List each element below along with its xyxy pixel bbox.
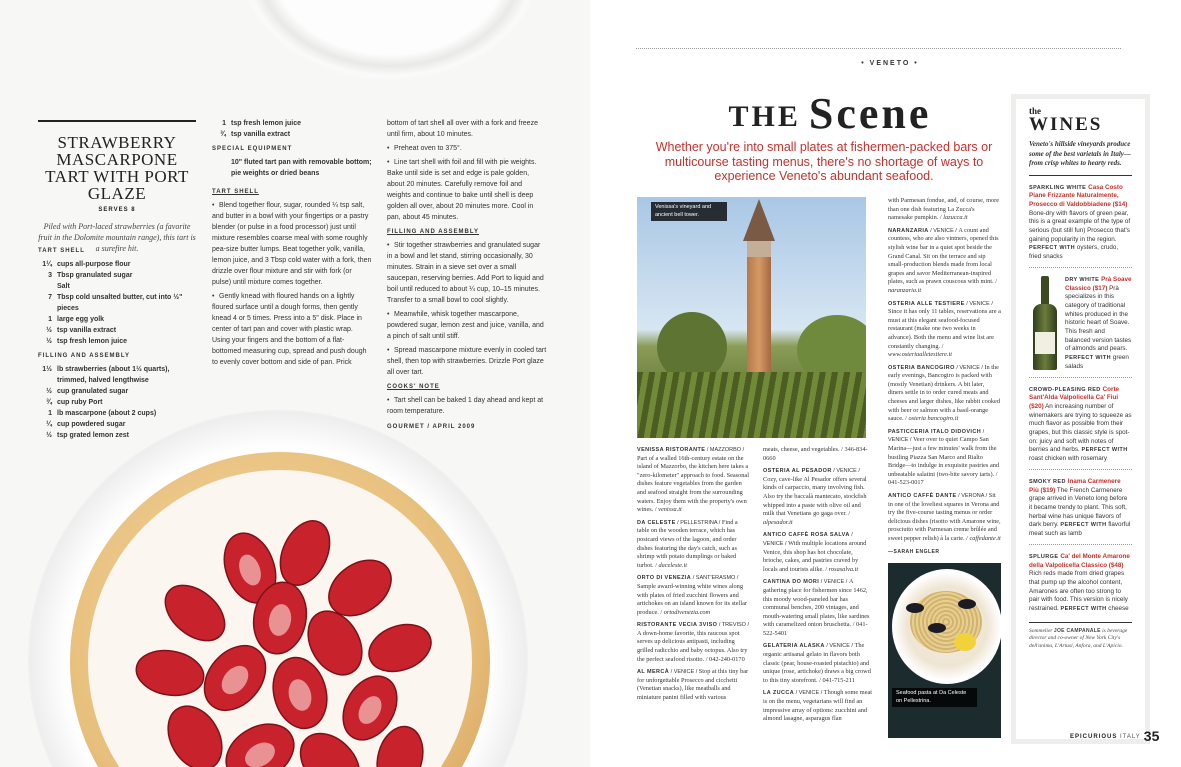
wine-type: SPARKLING WHITE (1029, 184, 1089, 191)
wine-pairing: flavorful meat such as lamb (1029, 521, 1131, 538)
ingredient-quantity: 1¼ (42, 261, 52, 268)
scene-title (695, 88, 965, 139)
listing-location: / VENICE / (831, 468, 860, 475)
bottle-label (1035, 332, 1055, 354)
wine-list (1029, 184, 1132, 614)
method-step-text: Blend together flour, sugar, rounded ¼ tsp salt, and butter in a bowl with your fingertips or a pastry blender (or pulse in a food processor) just until mixture resembles coarse meal with some roughly pea-size butter lumps. Beat together yolk, vanilla, lemon juice, and 3 Tbsp cold water with a fork, then drizzle over flour mixture and stir with fork (or pulse) until mixture comes together. (212, 202, 372, 286)
filling-steps-heading: FILLING AND ASSEMBLY (387, 229, 480, 235)
listing-location: / VENICE / (819, 579, 849, 586)
bullet-icon: • (387, 242, 390, 249)
listing-name: LA ZUCCA (763, 690, 795, 697)
ingredient-row (38, 270, 198, 281)
ingredient-row (38, 281, 198, 292)
bell-tower (747, 237, 771, 387)
wine-name: Ca' del Monte Amarone della Valpolicella Classico ($48) (1029, 552, 1130, 569)
listing-entry (888, 428, 1001, 488)
cooks-note-heading: COOKS' NOTE (387, 384, 440, 390)
wine-name: Prà Soave Classico ($17) (1065, 275, 1132, 292)
wine-pairing: roast chicken with rosemary (1029, 455, 1108, 463)
listing-name: GELATERIA ALASKA (763, 643, 825, 650)
listing-url: alpesador.it (763, 518, 793, 526)
more-ingredients (212, 118, 372, 140)
listing-entry (763, 642, 873, 685)
method-step-text: Gently knead with floured hands on a lightly floured surface until a dough forms, then gently knead 4 or 5 times. Press into a 5" disk. Place in center of tart pan and cover with plastic wrap. Using your fingers and the bottom of a flat-bottomed measuring cup, spread and push dough to evenly cover bottom and side of pan. Prick (212, 293, 367, 366)
photo-caption: Venissa's vineyard and ancient bell tower. (651, 202, 727, 221)
wine-pairing-label: PERFECT WITH (1060, 522, 1107, 529)
wine-pairing-label: PERFECT WITH (1060, 606, 1107, 613)
filling-steps (387, 240, 547, 378)
ingredient-text: tsp fresh lemon juice (231, 120, 302, 127)
tart-shell-ingredients (38, 259, 198, 347)
ingredient-row (212, 118, 372, 129)
ingredients-column (38, 242, 198, 441)
bullet-icon: • (387, 145, 390, 152)
listing-name: ANTICO CAFFÈ ROSA SALVA (763, 532, 850, 539)
wines-sidebar (1016, 99, 1145, 739)
method-column-2 (387, 118, 547, 433)
article-author: —SARAH ENGLER (888, 548, 940, 555)
ingredient-text: lb strawberries (about 1½ quarts), trimmed, halved lengthwise (57, 366, 170, 384)
filling-heading: FILLING AND ASSEMBLY (38, 353, 131, 359)
ingredient-text: cup powdered sugar (57, 421, 126, 428)
wine-description: Bone-dry with flavors of green pear, this is a great example of the type of serious (but still fun) Prosecco that's gaining popularity in the region. (1029, 209, 1131, 243)
cooks-note: • Tart shell can be baked 1 day ahead and kept at room temperature. (387, 397, 544, 415)
listing-body: Sit in one of the loveliest squares in Verona and try the five-course tasting menus or order delicious dishes (risotto with Amarone wine, prosciutto with Parmesan creme brûlée and sweet pepper relish) à la carte. / (888, 492, 1001, 542)
listing-entry (763, 689, 873, 723)
listing-name: OSTERIA ALLE TESTIERE (888, 300, 965, 307)
method-step (387, 157, 547, 223)
listing-body: Stop at this tiny bar for unforgettable Prosecco and cicchetti (Venetian snacks), like meatballs and miniature panini filled with various (637, 668, 749, 702)
listing-entry (888, 300, 1001, 360)
listing-entry (888, 227, 1001, 296)
ingredient-quantity: 7 (48, 294, 52, 301)
ingredient-text: tsp vanilla extract (57, 327, 117, 334)
listing-entry (888, 492, 1001, 544)
wine-with-bottle (1029, 276, 1132, 372)
ingredient-text: Tbsp cold unsalted butter, cut into ½" pieces (57, 294, 183, 312)
listing-location: / VENICE / (763, 532, 853, 547)
listing-name: OSTERIA BANCOGIRO (888, 364, 955, 371)
ingredient-quantity: ¾ (46, 399, 52, 406)
wines-title: WINES (1029, 114, 1103, 135)
method-step-text: Meanwhile, whisk together mascarpone, powdered sugar, lemon zest and juice, vanilla, and a pinch of salt until stiff. (387, 311, 544, 340)
recipe-intro: Piled with Port-laced strawberries (a favorite fruit in the Dolomite mountain range), this tart is a surefire hit. (38, 222, 196, 253)
listing-entry (888, 364, 1001, 424)
ingredient-text: Tbsp granulated sugar (57, 272, 133, 279)
listing-body: In the early evenings, Bancogiro is packed with (mostly Venetian) drinkers. A bit later, diners settle in to order cured meats and cheeses and larger dishes, like rabbit cooked with beer or salmon with a basil-orange sauce. / (888, 363, 1000, 423)
listing-body: Since it has only 11 tables, reservations are a must at this elegant seafood-focused restaurant (make one two weeks in advance). Both the menu and wine list are constantly changing. / (888, 308, 1001, 350)
lemon (954, 633, 976, 651)
ingredient-quantity: 1½ (42, 366, 52, 373)
listing-name: PASTICCERIA ITALO DIDOVICH (888, 428, 982, 435)
recipe-page (0, 0, 590, 767)
recipe-byline: GOURMET / APRIL 2009 (387, 424, 476, 430)
listing-url: ortodivenezia.com (663, 608, 711, 616)
listings-column-3-entries (888, 227, 1001, 544)
listing-url: caffedante.it (969, 534, 1001, 542)
listing-location: / VENICE / (888, 428, 985, 444)
wine-pairing: green salads (1065, 354, 1129, 370)
recipe-title: STRAWBERRY MASCARPONE TART WITH PORT GLAZE (45, 133, 189, 203)
ingredient-text: large egg yolk (57, 316, 105, 323)
ingredient-row (38, 364, 198, 386)
wines-title-the: the (1029, 106, 1041, 116)
recipe-title-block (38, 120, 196, 254)
listing-body: Sample award-winning white wines along with plates of fried zucchini flowers and artichokes on an island known for its stellar produce. / (637, 582, 747, 616)
scene-page (590, 0, 1181, 767)
ingredient-row (38, 325, 198, 336)
photo-caption: Seafood pasta at Da Celeste on Pellestrina. (892, 688, 977, 707)
vineyard-rows (637, 372, 866, 438)
bottle-neck (1041, 276, 1049, 306)
scene-title-word: Scene (808, 89, 932, 138)
scene-subhead: Whether you're into small plates at fishermen-packed bars or multicourse tasting menus, there's no shortage of ways to experience Veneto's abundant seafood. (655, 140, 993, 183)
listing-location: / VERONA / (956, 493, 989, 499)
listing-body: A gathering place for fishermen since 1462, this moody wood-paneled bar has communal benches, 200 vintages, and mouth-watering small plates, like sardines with caramelized onion bruschetta. / 041-522-5401 (763, 578, 870, 637)
wine-item (1029, 478, 1132, 539)
ingredient-text: cups all-purpose flour (57, 261, 131, 268)
special-equipment: 10" fluted tart pan with removable bottom; pie weights or dried beans (231, 159, 372, 177)
bullet-icon: • (387, 311, 390, 318)
ingredient-quantity: ½ (46, 338, 52, 345)
listing-url: venissa.it (658, 506, 682, 514)
wine-divider (1029, 469, 1132, 470)
wine-description: Rich reds made from dried grapes that pump up the alcohol content, Amarones are often too strong to pair with food. This version is nicely restrained. (1029, 570, 1128, 613)
listing-body: A down-home favorite, this raucous spot serves up delicious antipasti, including grilled radicchio and baby octopus. Also try the perfect seafood risotto. / 042-240-0170 (637, 629, 748, 663)
listing-body: Though some meat is on the menu, vegetarians will find an impressive array of options: zucchini and almond lasagne, asparagus flan (763, 689, 873, 723)
wine-name: Casa Costo Piane Frizzante Naturalmente, Prosecco di Valdobbiadene ($14) (1029, 183, 1128, 208)
ingredient-row (38, 386, 198, 397)
wine-item (1065, 276, 1132, 372)
method-step (387, 143, 547, 154)
listing-location: / SANT'ERASMO / (691, 575, 739, 582)
listing-entry (637, 446, 750, 515)
ingredient-quantity: 3 (48, 272, 52, 279)
method-step (212, 291, 372, 368)
ingredient-row (38, 419, 198, 430)
wine-description: An increasing number of winemakers are trying to squeeze as much flavor as possible from their grapes, but this classic style is spot-on: juicy and soft with notes of berries and herbs. (1029, 402, 1132, 454)
listing-name: DA CELESTE (637, 519, 676, 526)
listing-name: AL MERCÀ (637, 669, 670, 676)
bell-tower-spire (743, 199, 775, 241)
listing-name: OSTERIA AL PESADOR (763, 468, 832, 475)
listing-body: The organic artisanal gelato in flavors both classic (pear, house-roasted pistachio) and unique (rose, artichoke) draws a big crowd to this tiny storefront. / 041-715-211 (763, 642, 871, 684)
listings-column-3 (888, 197, 1001, 556)
listing-entry (637, 574, 750, 617)
ingredient-row (38, 314, 198, 325)
listing-name: RISTORANTE VECIA 3VISO (637, 622, 718, 629)
ingredient-row (38, 336, 198, 347)
wine-name: Inama Carmenere Più ($19) (1029, 477, 1121, 494)
ingredient-row (212, 129, 372, 140)
ingredient-quantity: 1 (48, 316, 52, 323)
listing-url: naranzaria.it (888, 286, 922, 294)
strawberries-illustration (100, 478, 480, 767)
listing-continuation: with Parmesan fondue, and, of course, more than one dish featuring La Zucca's namesake pumpkin. / lazucca.it (888, 197, 1000, 222)
method-step (212, 200, 372, 288)
listing-entry (763, 578, 873, 638)
section-label: • VENETO • (861, 60, 919, 67)
wine-description: Prà specializes in this category of traditional whites produced in the historic heart of Soave. This fresh and balanced version tastes of almonds and pears. (1065, 284, 1132, 353)
listing-url: rosasalva.it (828, 565, 859, 573)
listing-entry (637, 668, 750, 702)
ingredient-row (38, 292, 198, 314)
wine-pairing: oysters, crudo, fried snacks (1029, 244, 1119, 261)
listing-entry (763, 531, 873, 574)
ingredient-text: tsp vanilla extract (231, 131, 291, 138)
mussel (928, 623, 946, 633)
listing-location: / VENICE / (928, 227, 959, 234)
listing-body: With multiple locations around Venice, this shop has hot chocolate, brioche, cakes, and pastries craved by locals and tourists alike. / (763, 539, 867, 573)
method-step (387, 345, 547, 378)
wine-type: CROWD-PLEASING RED (1029, 386, 1103, 393)
listing-entry (637, 519, 750, 571)
wine-bottle-icon (1029, 276, 1061, 370)
ingredient-quantity: ½ (46, 432, 52, 439)
ingredient-quantity: 1 (48, 410, 52, 417)
wine-item (1029, 553, 1132, 614)
listing-name: VENISSA RISTORANTE (637, 447, 706, 453)
listing-location: / VENICE / (794, 690, 824, 697)
listing-name: CANTINA DO MORI (763, 579, 820, 586)
ingredient-quantity: 1 (222, 120, 226, 127)
listing-location: / VENICE / (669, 669, 699, 676)
page-folio (1070, 728, 1159, 746)
ingredient-quantity (38, 281, 52, 292)
listings-column-2 (763, 446, 873, 728)
top-rule (636, 48, 1121, 49)
wine-divider (1029, 377, 1132, 378)
listing-location: / PELLESTRINA / (675, 519, 722, 526)
mussel (906, 603, 924, 613)
method-step (387, 309, 547, 342)
listing-body: Veer over to quiet Campo San Marina—just a few minutes' walk from the bustling Piazza San Marco and Rialto Bridge—to indulge in exquisite pastries and unbeatable salatini (two-bite savory tarts). / 041-523-0017 (888, 436, 1000, 487)
method-step-text: Stir together strawberries and granulated sugar in a bowl and let stand, stirring occasionally, 30 minutes. Strain in a sieve set over a small saucepan, reserving berries. Add Port to liquid and boil until reduced to about ¼ cup, 10–15 minutes. Transfer to a small bowl to cool slightly. (387, 242, 544, 304)
wine-item (1029, 184, 1132, 262)
wine-type: SPLURGE (1029, 553, 1061, 560)
vineyard-photo (637, 197, 866, 438)
listing-location: / MAZZORBO / (705, 447, 745, 453)
tart-shell-heading: TART SHELL (38, 248, 85, 254)
listing-url: osteria bancogiro.it (908, 415, 959, 423)
wine-type: SMOKY RED (1029, 478, 1068, 485)
listing-body: Find a table on the wooden terrace, which has postcard views of the lagoon, and order dishes featuring the day's catch, such as shrimp with potato dumplings or baked turbot. / (637, 518, 738, 569)
mussel (958, 599, 976, 609)
bullet-icon: • (212, 293, 215, 300)
listing-entry (763, 467, 873, 527)
ingredient-row (38, 408, 198, 419)
bullet-icon: • (387, 159, 390, 166)
wine-name: Corte Sant'Alda Valpolicella Ca' Fiui ($20) (1029, 385, 1120, 410)
listing-location: / VENICE / (954, 364, 985, 371)
listings-column-2-entries (763, 467, 873, 724)
scene-title-the: THE (728, 100, 801, 133)
method-column-1 (212, 118, 372, 371)
wine-pairing-label: PERFECT WITH (1081, 447, 1128, 454)
page-number: 35 (1143, 728, 1160, 744)
listing-location: / VENICE / (964, 300, 993, 307)
listings-column-1 (637, 446, 750, 707)
step-continuation: bottom of tart shell all over with a fork and freeze until firm, about 10 minutes. (387, 120, 538, 138)
listing-url: www.osteriaalletestiere.it (888, 351, 953, 359)
ingredient-text: tsp fresh lemon juice (57, 338, 128, 345)
ingredient-row (38, 430, 198, 441)
method-step-text: Preheat oven to 375°. (394, 145, 462, 152)
shell-steps (212, 200, 372, 368)
method-step (387, 240, 547, 306)
ingredient-row (38, 397, 198, 408)
ingredient-text: tsp grated lemon zest (57, 432, 129, 439)
shell-steps-heading: TART SHELL (212, 189, 259, 195)
wine-description: The French Carmenere grape arrived in Veneto long before it became trendy to plant. This soft, herbal wine has unique flavors of dark berry. (1029, 486, 1128, 529)
listing-body: A count and countess, who are also vintners, opened this stylish wine bar in a quiet spot beside the Grand Canal. Sit on the terrace and sip small-production blends made from local grapes and savor Mediterranean-inspired plates, such as prawn couscous with mint. / (888, 226, 999, 286)
recipe-serves: SERVES 8 (98, 207, 136, 213)
wines-intro: Veneto's hillside vineyards produce some of the best varietals in Italy—from crisp whites to hearty reds. (1029, 140, 1132, 176)
listing-url: daceleste.it (658, 561, 688, 569)
listing-location: / VENICE / (824, 643, 855, 650)
listing-name: ANTICO CAFFÈ DANTE (888, 493, 957, 499)
sommelier-bio: Sommelier JOE CAMPANALE is beverage director and co-owner of New York City's dell'anima, L'Artusi, Anfora, and L'Apicio. (1029, 622, 1132, 651)
wine-pairing-label: PERFECT WITH (1065, 355, 1112, 362)
bake-steps (387, 143, 547, 223)
ingredient-quantity: ¼ (46, 421, 52, 428)
ingredient-quantity: ½ (46, 327, 52, 334)
wine-divider (1029, 267, 1132, 268)
ingredient-text: lb mascarpone (about 2 cups) (57, 410, 157, 417)
folio-region: ITALY (1117, 734, 1141, 740)
bell-tower-belfry (747, 241, 771, 257)
listing-continuation: meats, cheese, and vegetables. / 346-834-0660 (763, 446, 868, 462)
folio-brand: EPICURIOUS (1070, 734, 1118, 740)
special-equipment-heading: SPECIAL EQUIPMENT (212, 146, 293, 152)
wine-pairing: cheese (1106, 605, 1129, 613)
listing-entry (637, 621, 750, 664)
listing-location: / TREVISO / (717, 622, 750, 629)
method-step-text: Line tart shell with foil and fill with pie weights. Bake until side is set and edge is pale golden, about 20 minutes. Carefully remove foil and weights and continue to bake until shell is deep golden all over, about 20 minutes more. Cool in pan, about 45 minutes. (387, 159, 537, 221)
plate-photo-top (240, 0, 540, 80)
ingredient-quantity: ½ (46, 388, 52, 395)
wine-type: DRY WHITE (1065, 276, 1102, 283)
ingredient-text: Salt (57, 283, 70, 290)
ingredient-text: cup ruby Port (57, 399, 103, 406)
method-step-text: Spread mascarpone mixture evenly in cooled tart shell, then top with strawberries. Drizzle Port glaze all over tart. (387, 347, 547, 376)
listing-body: Cozy, cave-like Al Pesador offers several kinds of carpaccio, many involving fish. Also try the baccalà mantecato, stockfish whipped into a paste with olive oil and milk that Venetians go gaga over. / (763, 475, 867, 518)
filling-ingredients (38, 364, 198, 441)
wine-pairing-label: PERFECT WITH (1029, 245, 1076, 252)
bullet-icon: • (387, 347, 390, 354)
ingredient-row (38, 259, 198, 270)
wine-item (1029, 386, 1132, 464)
ingredient-text: cup granulated sugar (57, 388, 129, 395)
listing-name: ORTO DI VENEZIA (637, 575, 692, 582)
bullet-icon: • (212, 202, 215, 209)
ingredient-quantity: ¾ (220, 131, 226, 138)
seafood-pasta-photo (888, 563, 1001, 738)
listing-name: NARANZARIA (888, 227, 929, 234)
wine-divider (1029, 544, 1132, 545)
listing-body: Part of a walled 16th-century estate on the island of Mazzorbo, the kitchen here takes a "zero-kilometer" approach to food. Seasonal dishes feature vegetables from the garden and seafood straight from the surrounding waters. Enjoy them with the property's own wines. / (637, 454, 749, 514)
